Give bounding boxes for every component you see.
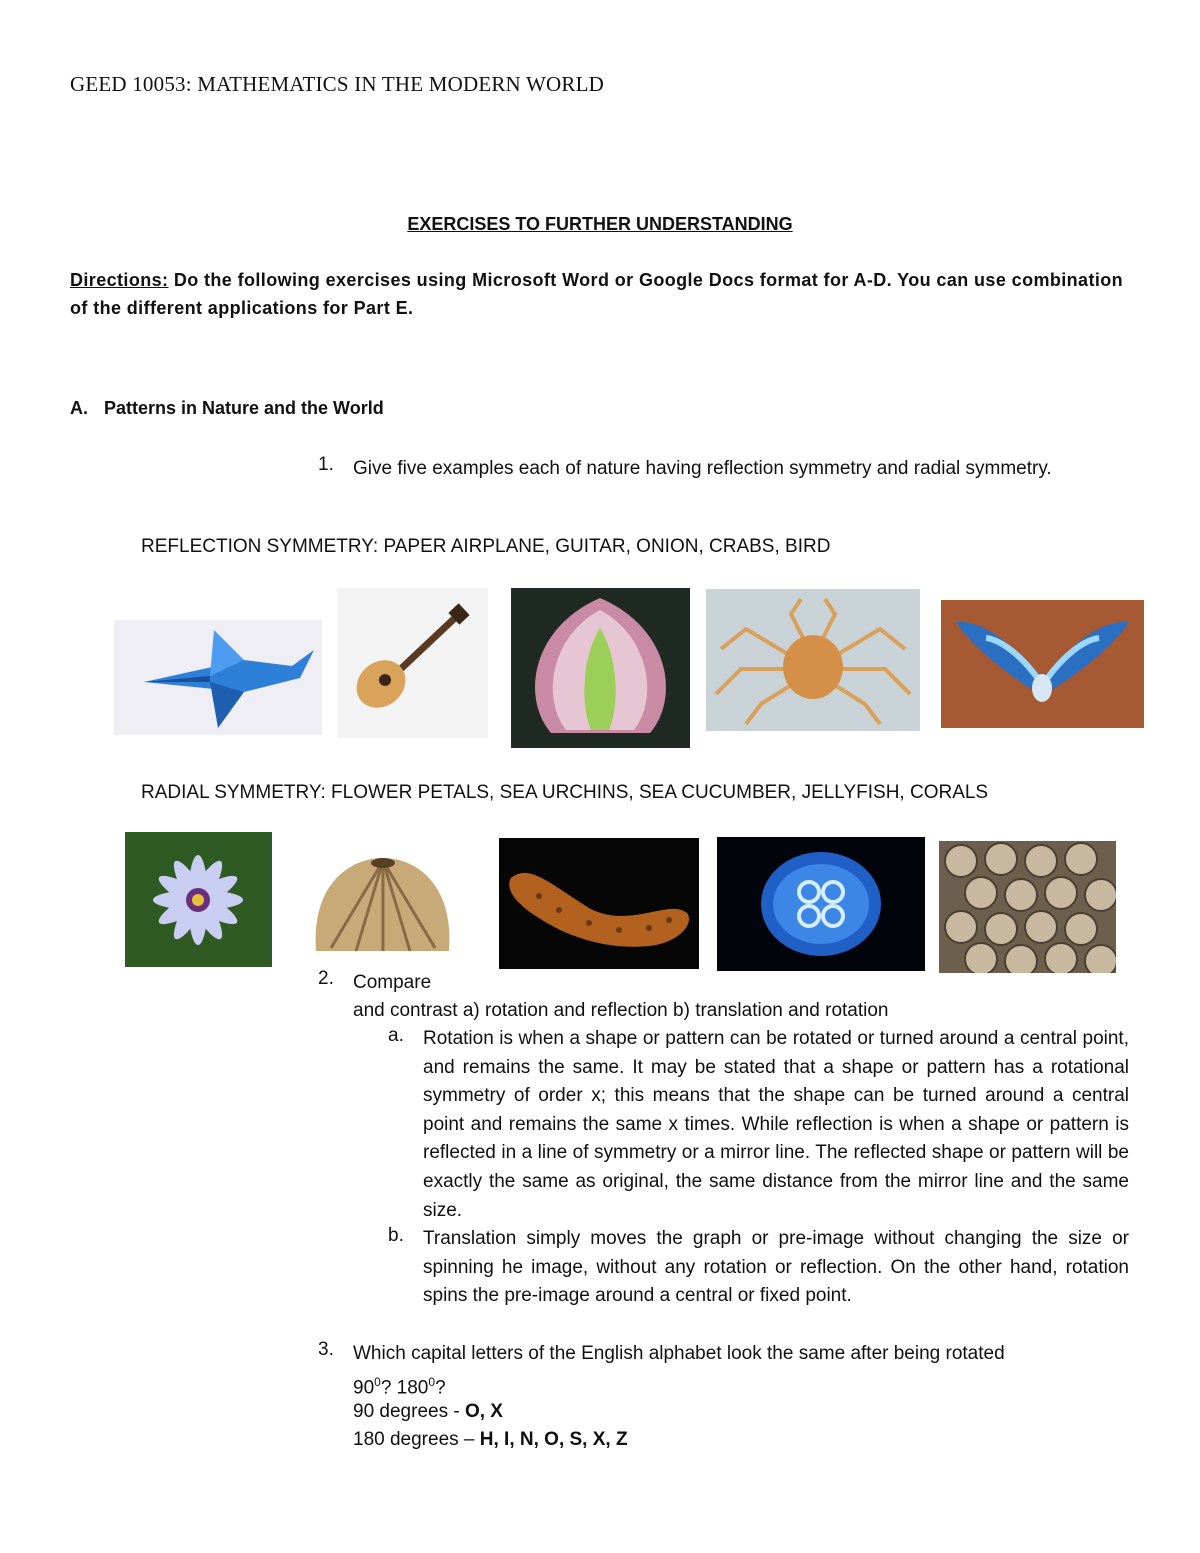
paper-airplane-image xyxy=(114,620,322,735)
directions-label: Directions: xyxy=(70,270,169,290)
bird-image xyxy=(941,600,1144,728)
q2b-text: Translation simply moves the graph or pre-image without changing the size or spinning he image, without any rotation or reflection. On the other hand, rotation spins the pre-image around a central or fixed point. xyxy=(423,1228,1129,1307)
q3-question-degrees: $90^0$? $180^0$? xyxy=(353,1375,446,1399)
section-title: Patterns in Nature and the World xyxy=(104,398,384,418)
sea-urchin-image xyxy=(291,843,474,964)
section-a-heading xyxy=(70,398,384,419)
jellyfish-image xyxy=(717,837,925,971)
crab-image xyxy=(706,589,920,731)
q3-answer-180: 180 degrees – H, I, N, O, S, X, Z xyxy=(353,1429,628,1450)
section-letter: A. xyxy=(70,398,88,418)
q2a-label: a. xyxy=(388,1025,404,1046)
q2-line2: and contrast a) rotation and reflection b) translation and rotation xyxy=(353,1000,889,1021)
radial-symmetry-line: RADIAL SYMMETRY: FLOWER PETALS, SEA URCHINS, SEA CUCUMBER, JELLYFISH, CORALS xyxy=(141,782,989,803)
q2-line1: Compare xyxy=(353,972,432,993)
directions-text: Do the following exercises using Microsoft Word or Google Docs format for A-D. You can use combination of the different applications for Part E. xyxy=(70,270,1124,318)
exercise-title: EXERCISES TO FURTHER UNDERSTANDING xyxy=(407,214,793,234)
course-header: GEED 10053: MATHEMATICS IN THE MODERN WORLD xyxy=(70,72,604,96)
q3-line1: Which capital letters of the English alphabet look the same after being rotated xyxy=(353,1343,1005,1364)
q2b-label: b. xyxy=(388,1225,404,1246)
reflection-symmetry-line: REFLECTION SYMMETRY: PAPER AIRPLANE, GUITAR, ONION, CRABS, BIRD xyxy=(141,536,831,557)
flower-image xyxy=(125,832,272,967)
onion-image xyxy=(511,588,690,748)
q3-answer-90: 90 degrees - O, X xyxy=(353,1401,503,1422)
q2-number: 2. xyxy=(318,968,334,989)
corals-image xyxy=(939,841,1116,973)
directions xyxy=(70,266,1130,322)
sea-cucumber-image xyxy=(499,838,699,969)
q1-number: 1. xyxy=(318,454,334,475)
q3-number: 3. xyxy=(318,1339,334,1360)
q2a-text: Rotation is when a shape or pattern can be rotated or turned around a central point, and remains the same. It may be stated that a shape or pattern has a rotational symmetry of order x; this means that the shape can be turned around a central point and remains the same x times. While reflection is when a shape or pattern is reflected in a line of symmetry or a mirror line. The reflected shape or pattern will be exactly the same as original, the same distance from the mirror line and the same size. xyxy=(423,1028,1129,1221)
q1-text: Give five examples each of nature having reflection symmetry and radial symmetry. xyxy=(353,458,1052,479)
guitar-image xyxy=(337,588,488,738)
